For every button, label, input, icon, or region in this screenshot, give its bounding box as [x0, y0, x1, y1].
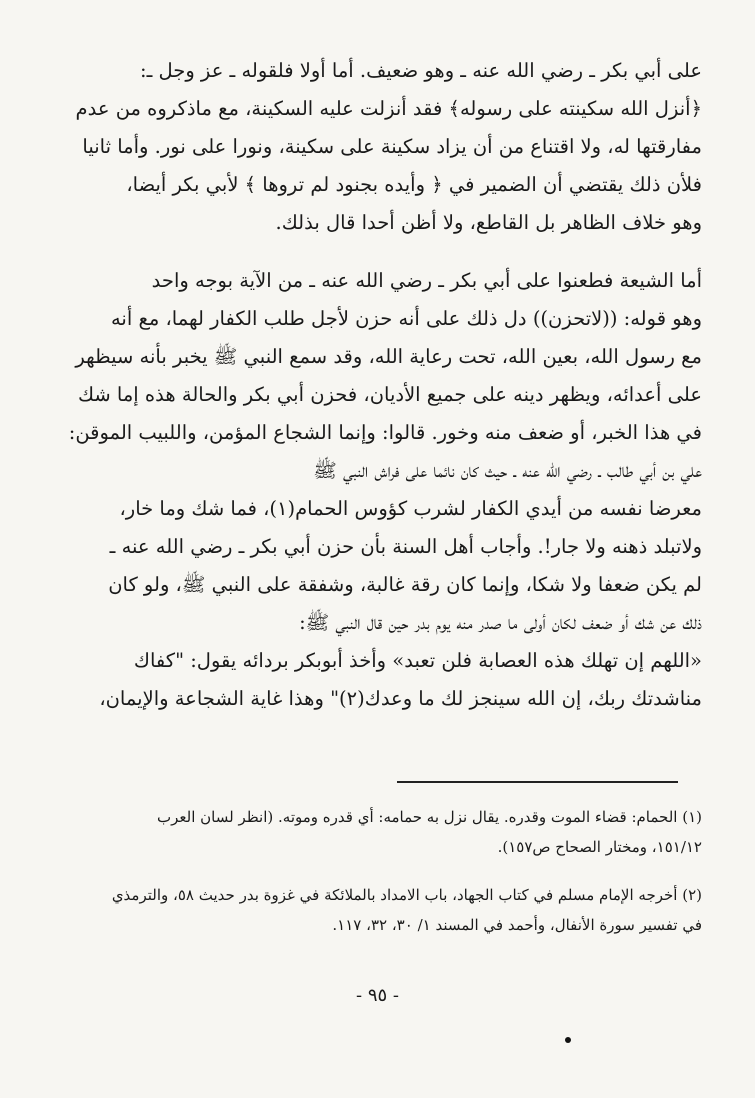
ink-dot	[565, 1037, 571, 1043]
footnote-2-line: (٢) أخرجه الإمام مسلم في كتاب الجهاد، باب الامداد بالملائكة في غزوة بدر حديث ٥٨، والترمذي	[111, 886, 702, 904]
text-line: في هذا الخبر، أو ضعف منه وخور. قالوا: وإنما الشجاع المؤمن، واللبيب الموقن:	[68, 421, 702, 444]
text-line: مناشدتك ربك، إن الله سينجز لك ما وعدك(٢)" وهذا غاية الشجاعة والإيمان،	[99, 687, 702, 710]
text-line: مع رسول الله، بعين الله، تحت رعاية الله، وقد سمع النبي ﷺ يخبر بأنه سيظهر	[75, 345, 702, 368]
footnote-1-line: ١٥١/١٢، ومختار الصحاح ص١٥٧).	[497, 838, 702, 856]
text-line: وهو خلاف الظاهر بل القاطع، ولا أظن أحدا قال بذلك.	[275, 211, 702, 234]
text-line: علي بن أبي طالب ـ رضي الله عنه ـ حيث كان نائما على فراش النبي ﷺ	[313, 459, 702, 482]
text-line: لم يكن ضعفا ولا شكا، وإنما كان رقة غالبة، وشفقة على النبي ﷺ، ولو كان	[108, 573, 702, 596]
text-line: على أبي بكر ـ رضي الله عنه ـ وهو ضعيف. أما أولا فلقوله ـ عز وجل ـ:	[140, 59, 702, 82]
footnote-separator	[397, 781, 678, 783]
paragraph-1	[62, 52, 702, 242]
text-line: «اللهم إن تهلك هذه العصابة فلن تعبد» وأخذ أبوبكر بردائه يقول: "كفاك	[133, 649, 702, 672]
footnote-1-line: (١) الحمام: قضاء الموت وقدره. يقال نزل به حمامه: أي قدره وموته. (انظر لسان العرب	[157, 808, 702, 826]
text-line: أما الشيعة فطعنوا على أبي بكر ـ رضي الله عنه ـ من الآية بوجه واحد	[151, 269, 702, 292]
text-line-quran-verse: ﴿أنزل الله سكينته على رسوله﴾ فقد أنزلت عليه السكينة، مع ماذكروه من عدم	[75, 97, 702, 120]
text-line: فلأن ذلك يقتضي أن الضمير في ﴿ وأيده بجنود لم تروها ﴾ لأبي بكر أيضا،	[126, 173, 702, 196]
text-line: مفارقتها له، ولا اقتناع من أن يزاد سكينة على سكينة، ونورا على نور. وأما ثانيا	[82, 135, 702, 158]
footnote-gap	[62, 862, 702, 880]
footnote-2-line: في تفسير سورة الأنفال، وأحمد في المسند ١/ ٣٠، ٣٢، ١١٧.	[332, 916, 702, 934]
text-line: ذلك عن شك أو ضعف لكان أولى ما صدر منه يوم بدر حين قال النبي ﷺ:	[299, 611, 702, 634]
text-line: على أعدائه، ويظهر دينه على جميع الأديان، فحزن أبي بكر والحالة هذه إما شك	[77, 383, 702, 406]
text-line: معرضا نفسه من أيدي الكفار لشرب كؤوس الحمام(١)، فما شك وما خار،	[119, 497, 702, 520]
footnotes	[62, 802, 702, 940]
text-line: ولاتبلد ذهنه ولا جار!. وأجاب أهل السنة بأن حزن أبي بكر ـ رضي الله عنه ـ	[109, 535, 702, 558]
paragraph-2	[62, 262, 702, 718]
text-line: وهو قوله: ((لاتحزن)) دل ذلك على أنه حزن لأجل طلب الكفار لهما، مع أنه	[110, 307, 702, 330]
page-number: - ٩٥ -	[356, 985, 399, 1006]
